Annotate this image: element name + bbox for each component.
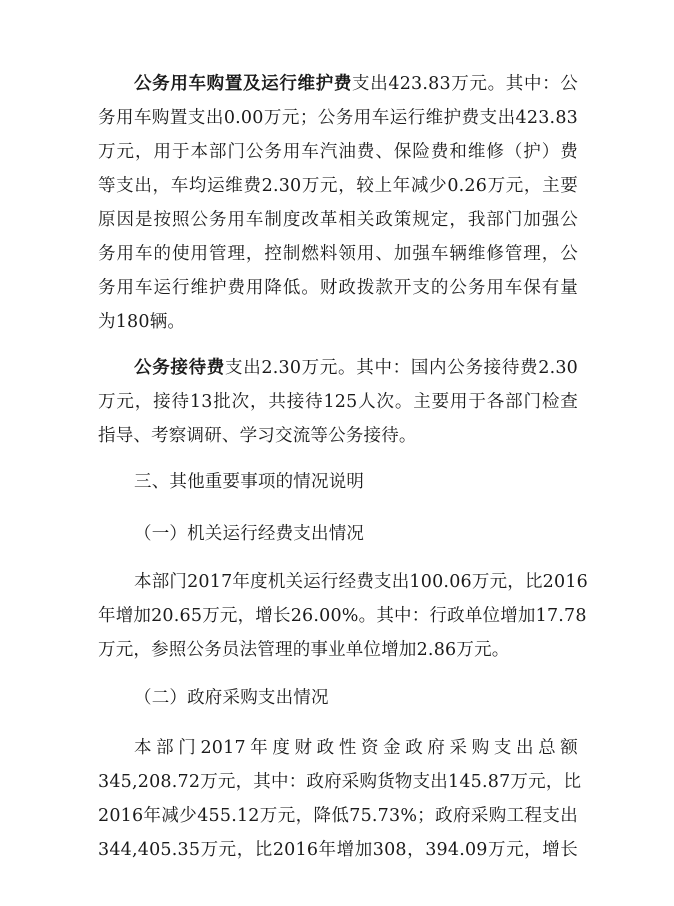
reception-expense-lead: 公务接待费 xyxy=(134,358,225,378)
reception-expense-line-1 xyxy=(134,356,578,380)
procurement-line-1: 本部门2017年度财政性资金政府采购支出总额 xyxy=(134,738,578,758)
vehicle-expense-line-5: 原因是按照公务用车制度改革相关政策规定，我部门加强公 xyxy=(98,210,578,230)
vehicle-expense-lead: 公务用车购置及运行维护费 xyxy=(134,74,353,94)
procurement-line-2: 345,208.72万元，其中：政府采购货物支出145.87万元，比 xyxy=(98,772,582,792)
section-three-heading: 三、其他重要事项的情况说明 xyxy=(134,472,365,492)
procurement-line-3: 2016年减少455.12万元，降低75.73%；政府采购工程支出 xyxy=(98,806,578,826)
operating-expense-line-3: 万元，参照公务员法管理的事业单位增加2.86万元。 xyxy=(98,640,510,660)
vehicle-expense-line-1-text: 支出423.83万元。其中：公 xyxy=(352,74,579,94)
operating-expense-line-2: 年增加20.65万元，增长26.00%。其中：行政单位增加17.78 xyxy=(98,606,587,626)
subsection-one-heading: （一）机关运行经费支出情况 xyxy=(134,524,365,544)
procurement-line-4: 344,405.35万元，比2016年增加308，394.09万元，增长 xyxy=(98,840,578,860)
vehicle-expense-line-7: 务用车运行维护费用降低。财政拨款开支的公务用车保有量 xyxy=(98,278,578,298)
subsection-two-heading: （二）政府采购支出情况 xyxy=(134,688,329,708)
reception-expense-line-3: 指导、考察调研、学习交流等公务接待。 xyxy=(98,426,417,446)
reception-expense-line-1-text: 支出2.30万元。其中：国内公务接待费2.30 xyxy=(225,358,579,378)
vehicle-expense-line-2: 务用车购置支出0.00万元；公务用车运行维护费支出423.83 xyxy=(98,108,578,128)
vehicle-expense-line-6: 务用车的使用管理，控制燃料领用、加强车辆维修管理，公 xyxy=(98,244,578,264)
vehicle-expense-line-3: 万元，用于本部门公务用车汽油费、保险费和维修（护）费 xyxy=(98,142,578,162)
vehicle-expense-line-1 xyxy=(134,72,578,96)
vehicle-expense-line-4: 等支出，车均运维费2.30万元，较上年减少0.26万元，主要 xyxy=(98,176,578,196)
vehicle-expense-line-8: 为180辆。 xyxy=(98,312,186,332)
reception-expense-line-2: 万元，接待13批次，共接待125人次。主要用于各部门检查 xyxy=(98,392,578,412)
operating-expense-line-1: 本部门2017年度机关运行经费支出100.06万元，比2016 xyxy=(134,572,589,592)
